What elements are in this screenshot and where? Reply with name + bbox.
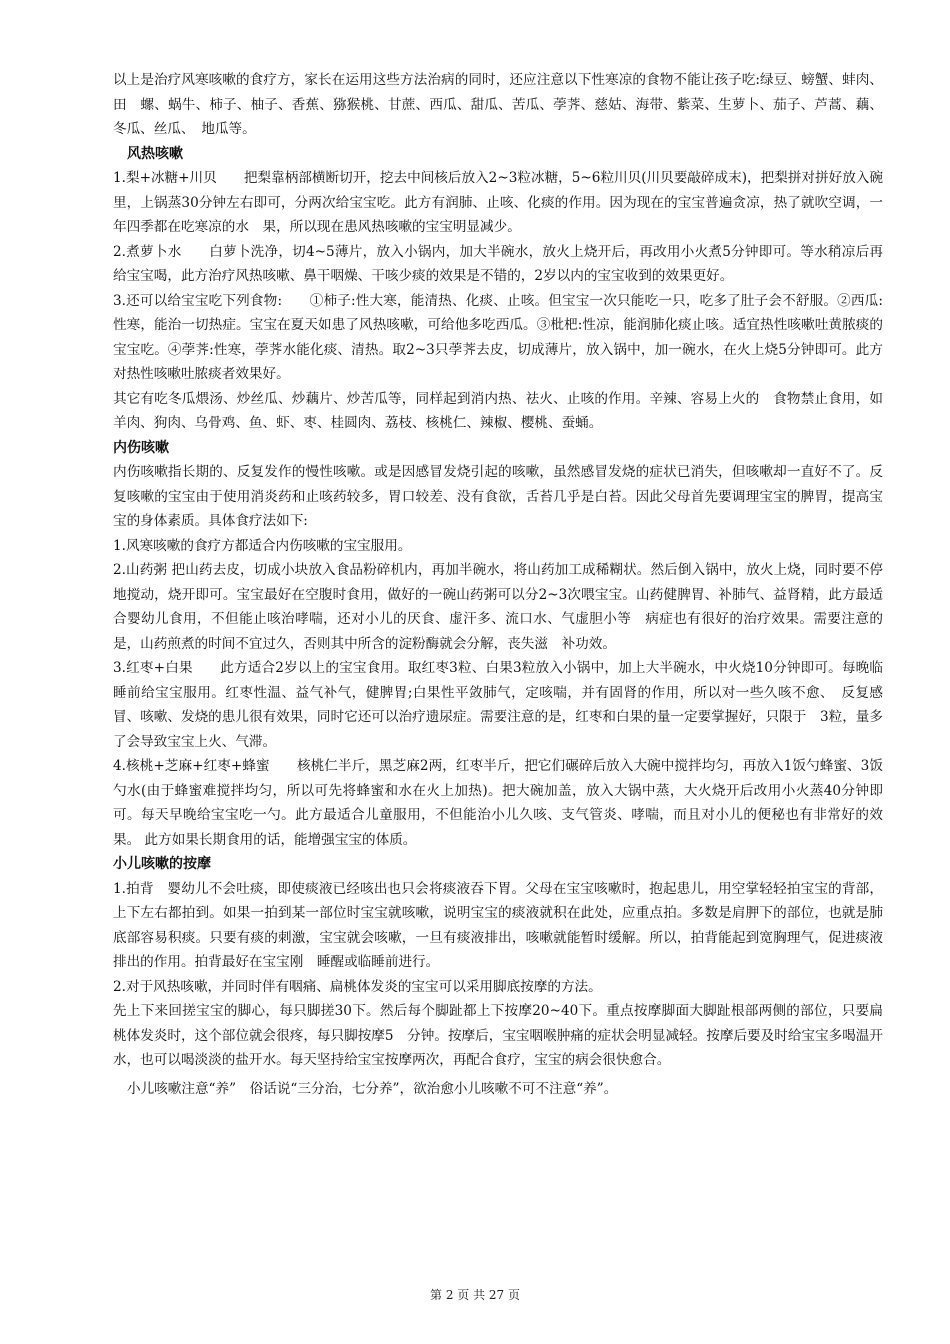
page-number-footer: 第 2 页 共 27 页 [430,1288,520,1302]
paragraph-foot-massage-steps: 先上下来回搓宝宝的脚心，每只脚搓30下。然后每个脚趾都上下按摩20~40下。重点按摩脚面大脚趾根部两侧的部位，只要扁桃体发炎时，这个部位就会很疼，每只脚按摩5 分钟。按摩后，宝宝咽喉肿痛的症状会明显减轻。按摩后要及时给宝宝多喝温开水，也可以喝淡淡的盐开水。每天坚持给宝宝按摩两次，再配合食疗，宝宝的病会很快愈合。 [113,1003,883,1068]
paragraph-internal-cough-intro: 内伤咳嗽指长期的、反复发作的慢性咳嗽。或是因感冒发烧引起的咳嗽，虽然感冒发烧的症状已消失，但咳嗽却一直好不了。反复咳嗽的宝宝由于使用消炎药和止咳药较多，胃口较差、没有食欲，舌苔几乎是白苔。因此父母首先要调理宝宝的脾胃，提高宝宝的身体素质。具体食疗法如下: [113,464,883,529]
paragraph-jujube-ginkgo: 3.红枣+白果 此方适合2岁以上的宝宝食用。取红枣3粒、白果3粒放入小锅中，加上大半碗水，中火烧10分钟即可。每晚临睡前给宝宝服用。红枣性温、益气补气，健脾胃;白果性平敛肺气，定咳喘，并有固肾的作用，所以对一些久咳不愈、 反复感冒、咳嗽、发烧的患儿很有效果，同时它还可以治疗遗尿症。需要注意的是，红枣和白果的量一定要掌握好，只限于 3粒，量多了会导致宝宝上火、气滞。 [113,660,883,750]
paragraph-walnut-sesame: 4.核桃+芝麻+红枣+蜂蜜 核桃仁半斤，黑芝麻2两，红枣半斤，把它们碾碎后放入大碗中搅拌均匀，再放入1饭勺蜂蜜、3饭勺水(由于蜂蜜难搅拌均匀，所以可先将蜂蜜和水在火上加热)。把大碗加盖，放入大锅中蒸，大火烧开后改用小火蒸40分钟即可。每天早晚给宝宝吃一勺。此方最适合儿童服用，不但能治小儿久咳、支气管炎、哮喘，而且对小儿的便秘也有非常好的效果。 此方如果长期食用的话，能增强宝宝的体质。 [113,758,883,848]
paragraph-food-list: 3.还可以给宝宝吃下列食物: ①柿子:性大寒，能清热、化痰、止咳。但宝宝一次只能吃一只，吃多了肚子会不舒服。②西瓜:性寒，能治一切热症。宝宝在夏天如患了风热咳嗽，可给他多吃西瓜。③枇杷:性凉，能润肺化痰止咳。适宜热性咳嗽吐黄脓痰的宝宝吃。④荸荠:性寒，荸荠水能化痰、清热。取2~3只荸荠去皮，切成薄片，放入锅中，加一碗水，在火上烧5分钟即可。此方对热性咳嗽吐脓痰者效果好。 [113,292,883,382]
paragraph-foot-massage-intro: 2.对于风热咳嗽，并同时伴有咽痛、扁桃体发炎的宝宝可以采用脚底按摩的方法。 [113,978,602,995]
paragraph-back-patting: 1.拍背 婴幼儿不会吐痰，即使痰液已经咳出也只会将痰液吞下胃。父母在宝宝咳嗽时，抱起患儿，用空掌轻轻拍宝宝的背部，上下左右都拍到。如果一拍到某一部位时宝宝就咳嗽，说明宝宝的痰液就积在此处，应重点拍。多数是肩胛下的部位，也就是肺底部容易积痰。只要有痰的刺激，宝宝就会咳嗽，一旦有痰液排出，咳嗽就能暂时缓解。所以，拍背能起到宽胸理气，促进痰液排出的作用。拍背最好在宝宝刚 睡醒或临睡前进行。 [113,880,883,970]
paragraph-radish-water: 2.煮萝卜水 白萝卜洗净，切4~5薄片，放入小锅内，加大半碗水，放火上烧开后，再改用小火煮5分钟即可。等水稍凉后再给宝宝喝，此方治疗风热咳嗽、鼻干咽燥、干咳少痰的效果是不错的，2岁以内的宝宝收到的效果更好。 [113,243,883,284]
paragraph-pear-rock-sugar: 1.梨+冰糖+川贝 把梨靠柄部横断切开，挖去中间核后放入2~3粒冰糖，5~6粒川贝(川贝要敲碎成末)，把梨拼对拼好放入碗里，上锅蒸30分钟左右即可，分两次给宝宝吃。此方有润肺、止咳、化痰的作用。因为现在的宝宝普遍贪凉，热了就吹空调，一年四季都在吃寒凉的水 果，所以现在患风热咳嗽的宝宝明显减少。 [113,170,883,235]
section-heading-massage: 小儿咳嗽的按摩 [113,856,211,872]
document-body [113,68,883,1101]
paragraph-other-foods: 其它有吃冬瓜煨汤、炒丝瓜、炒藕片、炒苦瓜等，同样起到消内热、祛火、止咳的作用。辛辣、容易上火的 食物禁止食用，如羊肉、狗肉、乌骨鸡、鱼、虾、枣、桂圆肉、荔枝、核桃仁、辣椒、樱桃、蚕蛹。 [113,390,883,431]
section-heading-wind-heat-cough: 风热咳嗽 [127,145,183,162]
paragraph-internal-item-1: 1.风寒咳嗽的食疗方都适合内伤咳嗽的宝宝服用。 [113,537,412,554]
paragraph-care-note: 小儿咳嗽注意“养” 俗话说“三分治，七分养”，欲治愈小儿咳嗽不可不注意“养”。 [127,1080,618,1097]
paragraph-yam-porridge: 2.山药粥 把山药去皮，切成小块放入食品粉碎机内，再加半碗水，将山药加工成稀糊状。然后倒入锅中，放火上烧，同时要不停地搅动，烧开即可。宝宝最好在空腹时食用，做好的一碗山药粥可以分2~3次喂宝宝。山药健脾胃、补肺气、益肾精，此方最适合婴幼儿食用，不但能止咳治哮喘，还对小儿的厌食、虚汗多、流口水、气虚胆小等 病症也有很好的治疗效果。需要注意的是，山药煎煮的时间不宜过久，否则其中所含的淀粉酶就会分解，丧失滋 补功效。 [113,562,883,652]
paragraph-cold-food-avoid: 以上是治疗风寒咳嗽的食疗方，家长在运用这些方法治病的同时，还应注意以下性寒凉的食物不能让孩子吃:绿豆、螃蟹、蚌肉、田 螺、蜗牛、柿子、柚子、香蕉、猕猴桃、甘蔗、西瓜、甜瓜、苦瓜、荸荠、慈姑、海带、紫菜、生萝卜、茄子、芦蒿、藕、冬瓜、丝瓜、 地瓜等。 [113,72,883,137]
section-heading-internal-cough: 内伤咳嗽 [113,439,169,456]
